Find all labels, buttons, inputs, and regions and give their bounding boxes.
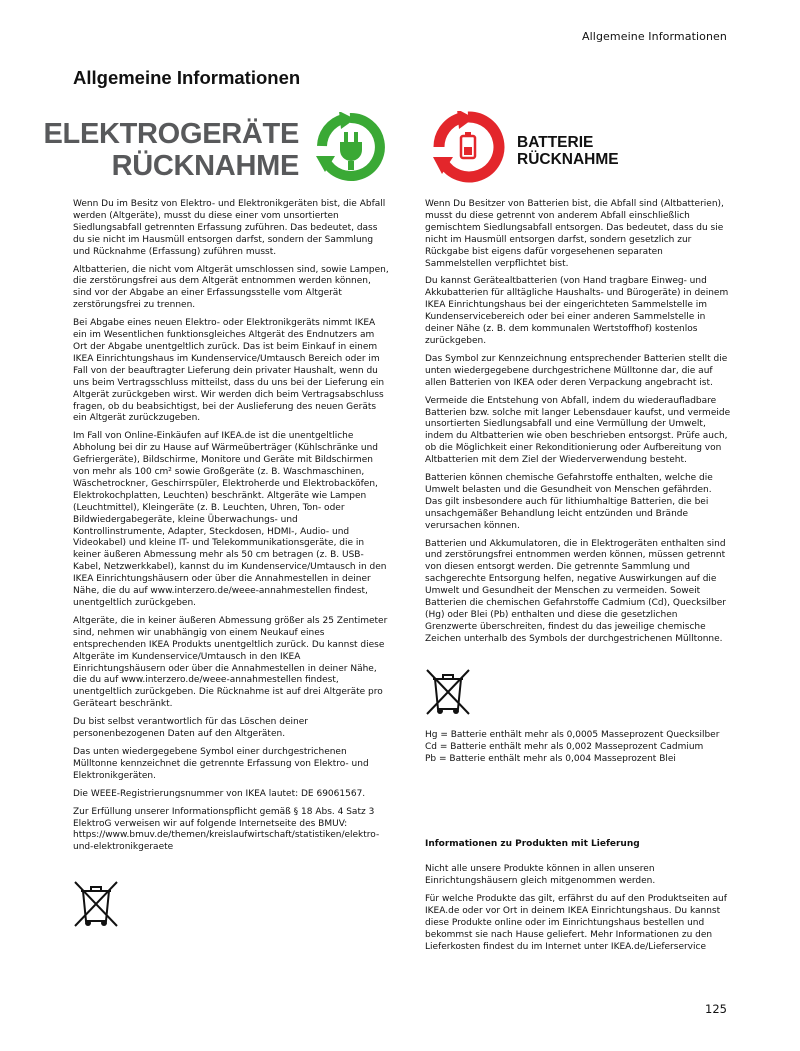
right-column — [425, 199, 731, 960]
paragraph: Du bist selbst verantwortlich für das Löschen deiner personenbezogenen Daten auf den Altgeräten. — [73, 717, 308, 740]
battery-logo-line2: RÜCKNAHME — [517, 151, 619, 168]
recycle-battery-icon — [425, 111, 509, 183]
paragraph: Nicht alle unsere Produkte können in allen unseren Einrichtungshäusern gleich mitgenommen werden. — [425, 864, 656, 887]
electro-return-logo — [43, 110, 389, 182]
paragraph: Du kannst Gerätealtbatterien (von Hand tragbare Einweg- und Akkubatterien für alltägliche Haushalts- und Bürogeräte) in deinem IKEA Einrichtungshaus bei der eingerichteten Sammelstelle im Kundenservicebereich oder bei einer anderen Sammelstelle in deiner Nähe (z. B. dem kommunalen Wertstoffhof) kostenlos zurückgeben. — [425, 276, 729, 346]
legend-item: Pb = Batterie enthält mehr als 0,004 Masseprozent Blei — [425, 753, 676, 764]
electro-logo-line1: ELEKTROGERÄTE — [43, 118, 299, 150]
paragraph: Altgeräte, die in keiner äußeren Abmessung größer als 25 Zentimeter sind, nehmen wir unabhängig von einem Neukauf eines entsprechenden IKEA Produkts unentgeltlich zurück. Du kannst diese Altgeräte im Kundenservice/Umtausch in den IKEA Einrichtungshäusern oder über die Annahmestellen in deiner Nähe, die du auf www.interzero.de/weee-annahmestellen findest, unentgeltlich zurückgeben. Die Rücknahme ist auf drei Altgeräte pro Geräteart beschränkt. — [73, 615, 388, 710]
paragraph: Batterien können chemische Gefahrstoffe enthalten, welche die Umwelt belasten und die Gesundheit von Menschen gefährden. Das gilt insbesondere auch für lithiumhaltige Batterien, die bei unsachgemäßer Behandlung leicht entzünden und Brände verursachen können. — [425, 473, 713, 531]
legend-item: Hg = Batterie enthält mehr als 0,0005 Masseprozent Quecksilber — [425, 729, 720, 740]
legend-item: Cd = Batterie enthält mehr als 0,002 Masseprozent Cadmium — [425, 741, 704, 752]
paragraph: Vermeide die Entstehung von Abfall, indem du wiederaufladbare Batterien bzw. solche mit langer Lebensdauer kaufst, und vermeide unsortierten Siedlungsabfall und eine Vermüllung der Umwelt, indem du Altbatterien wie oben beschrieben entsorgst. Prüfe auch, ob die Möglichkeit einer Rekonditionierung oder Aufbereitung von Altbatterien mit dem Ziel der Wiederverwendung besteht. — [425, 395, 731, 466]
paragraph: Zur Erfüllung unserer Informationspflicht gemäß § 18 Abs. 4 Satz 3 ElektroG verweisen wir auf folgende Internetseite des BMUV: https://www.bmuv.de/themen/kreislaufwirtschaft/statistiken/elektro-und-elektronikgeraete — [73, 806, 380, 853]
page-title: Allgemeine Informationen — [73, 67, 301, 88]
paragraph: Die WEEE-Registrierungsnummer von IKEA lautet: DE 69061567. — [73, 788, 366, 799]
paragraph: Das Symbol zur Kennzeichnung entsprechender Batterien stellt die unten wiedergegebene durchgestrichene Mülltonne dar, die auf allen Batterien von IKEA oder deren Verpackung angebracht ist. — [425, 353, 728, 388]
running-header: Allgemeine Informationen — [582, 30, 727, 43]
recycle-plug-icon — [313, 112, 389, 182]
crossed-out-wheelie-bin-icon — [73, 880, 119, 928]
paragraph: Das unten wiedergegebene Symbol einer durchgestrichenen Mülltonne kennzeichnet die getrennte Erfassung von Elektro- und Elektronikgeräten. — [73, 746, 369, 781]
paragraph: Bei Abgabe eines neuen Elektro- oder Elektronikgeräts nimmt IKEA ein im Wesentlichen funktionsgleiches Altgerät des Endnutzers am Ort der Abgabe unentgeltlich zurück. Das ist beim Einkauf in einem IKEA Einrichtungshaus im Kundenservice/Umtausch Bereich oder im Fall von der beauftragter Lieferung dein privater Haushalt, wenn du uns beim Vertragsschluss mitteilst, dass du uns bei der Lieferung ein Altgerät zurückgeben wirst. Wir werden dich beim Vertragsabschluss fragen, ob du beabsichtigst, bei der Auslieferung des neuen Geräts ein Altgerät zurückzugeben. — [73, 318, 385, 424]
battery-return-logo — [425, 111, 725, 183]
electro-logo-line2: RÜCKNAHME — [111, 150, 299, 182]
heavy-metal-legend — [425, 730, 731, 766]
crossed-out-wheelie-bin-icon — [425, 668, 471, 716]
battery-logo-line1: BATTERIE — [517, 134, 594, 151]
paragraph: Im Fall von Online-Einkäufen auf IKEA.de ist die unentgeltliche Abholung bei dir zu Hause auf Wärmeüberträger (Kühlschränke und Gefriergeräte), Bildschirme, Monitore und Geräte mit Bildschirmen von mehr als 100 cm² sowie Großgeräte (z. B. Waschmaschinen, Wäschetrockner, Geschirrspüler, Elektroherde und Elektrobacköfen, Elektrokochplatten, Leuchten) beschränkt. Altgeräte wie Lampen (Leuchtmittel), Kleingeräte (z. B. Leuchten, Uhren, Ton- oder Bildwiedergabegeräte, kleine Überwachungs- und Kontrollinstrumente, Adapter, Steckdosen, HDMI-, Audio- und Videokabel) und kleine IT- und Telekommunikationsgeräte, die in keiner äußeren Abmessung mehr als 50 cm betragen (z. B. USB-Kabel, Netzwerkkabel), kannst du im Kundenservice/Umtausch in den IKEA Einrichtungshäusern oder über die Annahmestellen in deiner Nähe, die du auf www.interzero.de/weee-annahmestellen findest, unentgeltlich zurückgeben. — [73, 431, 387, 608]
paragraph: Wenn Du im Besitz von Elektro- und Elektronikgeräten bist, die Abfall werden (Altgeräte), musst du diese einer vom unsortierten Siedlungsabfall getrennten Erfassung zuführen. Das bedeutet, dass du sie nicht im Hausmüll entsorgen darfst, sondern der Sammlung und Rücknahme (Erfassung) zuführen musst. — [73, 199, 386, 257]
paragraph: Wenn Du Besitzer von Batterien bist, die Abfall sind (Altbatterien), musst du diese getrennt von anderem Abfall einschließlich gemischtem Siedlungsabfall entsorgen. Das bedeutet, dass du sie nicht im Hausmüll entsorgen darfst, sondern gesetzlich zur Rückgabe bist eigens dafür vorgesehenen separaten Sammelstellen verpflichtet bist. — [425, 199, 724, 269]
page-number: 125 — [705, 1002, 727, 1016]
paragraph: Altbatterien, die nicht vom Altgerät umschlossen sind, sowie Lampen, die zerstörungsfrei aus dem Altgerät entnommen werden können, sind vor der Abgabe an einer Erfassungsstelle vom Altgerät zerstörungsfrei zu trennen. — [73, 264, 389, 311]
left-column — [73, 199, 391, 928]
paragraph: Für welche Produkte das gilt, erfährst du auf den Produktseiten auf IKEA.de oder vor Ort in deinem IKEA Einrichtungshaus. Du kannst diese Produkte online oder im Einrichtungshaus bestellen und bekommst sie nach Hause geliefert. Mehr Informationen zu den Lieferkosten findest du im Internet unter IKEA.de/Lieferservice — [425, 894, 727, 952]
paragraph: Batterien und Akkumulatoren, die in Elektrogeräten enthalten sind und zerstörungsfrei entnommen werden können, müssen getrennt von diesen entsorgt werden. Die getrennte Sammlung und sachgerechte Entsorgung helfen, negative Auswirkungen auf die Umwelt und Gesundheit der Menschen zu vermeiden. Soweit Batterien die chemischen Gefahrstoffe Cadmium (Cd), Quecksilber (Hg) oder Blei (Pb) enthalten und diese die gesetzlichen Grenzwerte überschreiten, findest du das jeweilige chemische Zeichen unterhalb des Symbols der durchgestrichenen Mülltonne. — [425, 538, 726, 644]
delivery-info-heading: Informationen zu Produkten mit Lieferung — [425, 839, 640, 850]
